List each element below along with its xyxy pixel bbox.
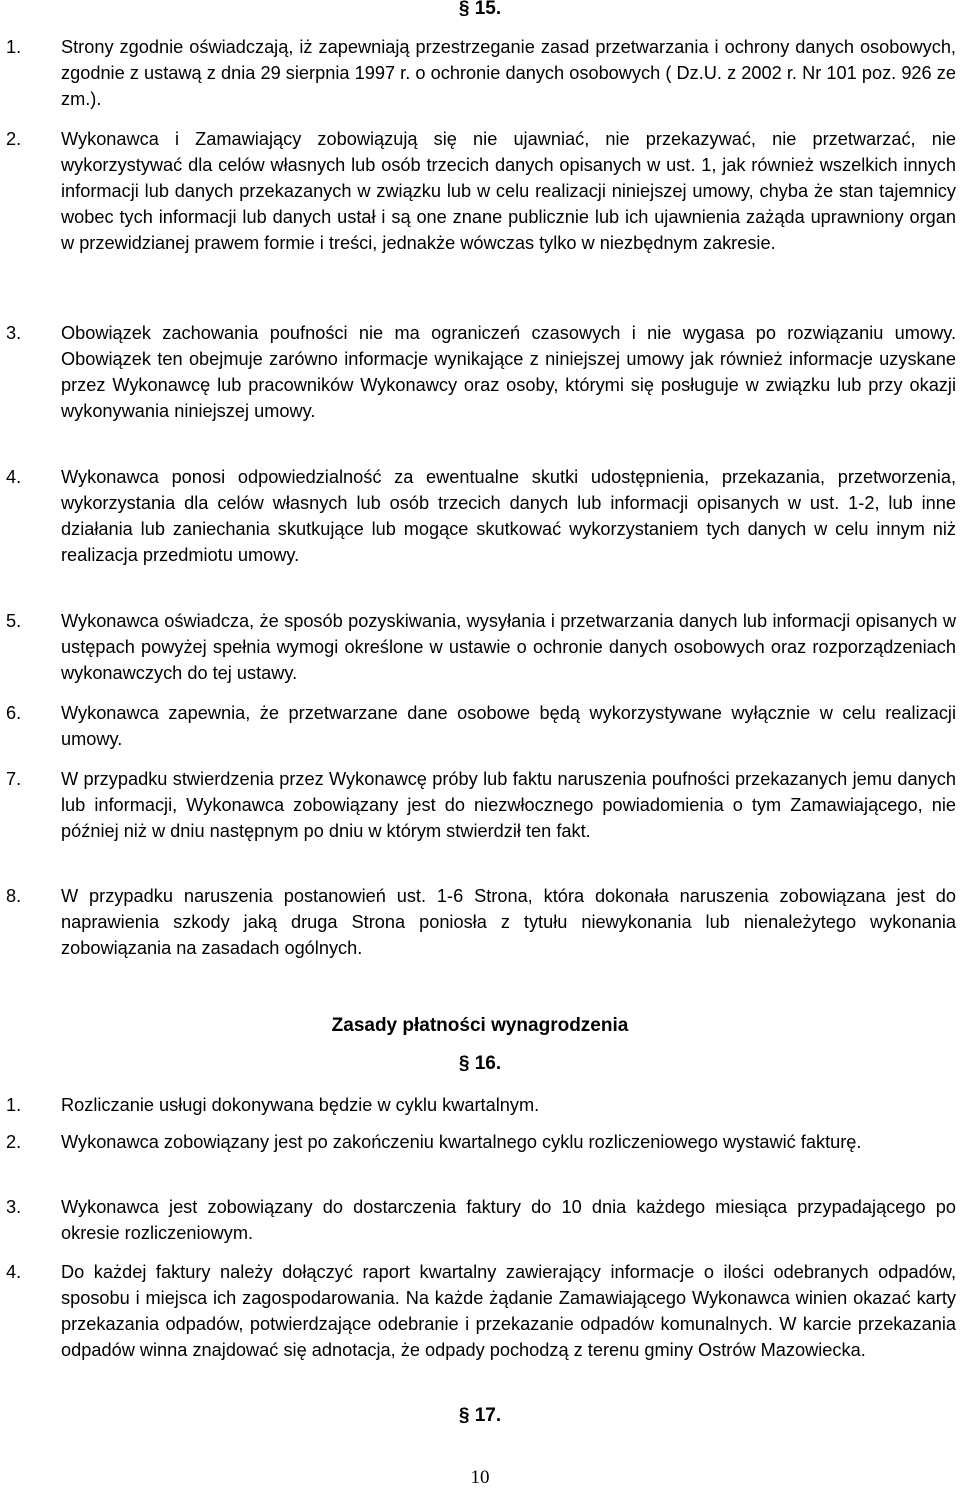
section-15-heading: § 15. bbox=[458, 0, 502, 19]
item-text: Wykonawca jest zobowiązany do dostarczenia faktury do 10 dnia każdego miesiąca przypadającego po okresie rozliczeniowym. bbox=[61, 1197, 956, 1243]
item-text: Wykonawca zobowiązany jest po zakończeniu kwartalnego cyklu rozliczeniowego wystawić fakturę. bbox=[61, 1132, 862, 1152]
payment-heading: Zasady płatności wynagrodzenia bbox=[331, 1015, 629, 1036]
item-text: W przypadku naruszenia postanowień ust. 1-6 Strona, która dokonała naruszenia zobowiązana jest do naprawienia szkody jaką druga Strona poniosła z tytułu niewykonania lub nienależytego wykonania zobowiązania na zasadach ogólnych. bbox=[61, 886, 956, 958]
item-number: 6. bbox=[6, 703, 22, 723]
item-text: W przypadku stwierdzenia przez Wykonawcę próby lub faktu naruszenia poufności przekazanych jemu danych lub informacji, Wykonawca zobowiązany jest do niezwłocznego powiadomienia o tym Zamawiającego, nie później niż w dniu następnym po dniu w którym stwierdził ten fakt. bbox=[61, 769, 956, 841]
section15-item-6 bbox=[6, 700, 956, 752]
page-number: 10 bbox=[470, 1467, 490, 1488]
item-text: Rozliczanie usługi dokonywana będzie w cyklu kwartalnym. bbox=[61, 1095, 540, 1115]
item-number: 5. bbox=[6, 611, 22, 631]
section15-item-4 bbox=[6, 464, 956, 568]
item-text: Do każdej faktury należy dołączyć raport kwartalny zawierający informacje o ilości odebranych odpadów, sposobu i miejsca ich zagospodarowania. Na każde żądanie Zamawiającego Wykonawca winien okazać karty przekazania odpadów, potwierdzające odebranie i przekazanie odpadów komunalnych. W karcie przekazania odpadów winna znajdować się adnotacja, że odpady pochodzą z terenu gminy Ostrów Mazowiecka. bbox=[61, 1262, 956, 1360]
item-text: Wykonawca i Zamawiający zobowiązują się nie ujawniać, nie przekazywać, nie przetwarzać, nie wykorzystywać dla celów własnych lub osób trzecich danych opisanych w ust. 1, jak również wszelkich innych informacji lub danych przekazanych w związku lub w celu realizacji niniejszej umowy, chyba że stan tajemnicy wobec tych informacji lub danych ustał i są one znane publicznie lub ich ujawnienia zażąda uprawniony organ w przewidzianej prawem formie i treści, jednakże wówczas tylko w niezbędnym zakresie. bbox=[61, 129, 956, 253]
item-number: 2. bbox=[6, 129, 22, 149]
item-text: Wykonawca oświadcza, że sposób pozyskiwania, wysyłania i przetwarzania danych lub informacji opisanych w ustępach powyżej spełnia wymogi określone w ustawie o ochronie danych osobowych oraz rozporządzeniach wykonawczych do tej ustawy. bbox=[61, 611, 956, 683]
item-number: 4. bbox=[6, 467, 22, 487]
section16-item-1 bbox=[6, 1092, 956, 1118]
section-17-heading: § 17. bbox=[458, 1405, 502, 1426]
item-number: 1. bbox=[6, 1095, 22, 1115]
item-text: Obowiązek zachowania poufności nie ma ograniczeń czasowych i nie wygasa po rozwiązaniu umowy. Obowiązek ten obejmuje zarówno informacje wynikające z niniejszej umowy jak również informacje uzyskane przez Wykonawcę lub pracowników Wykonawcy oraz osoby, którymi się posługuje w związku lub przy okazji wykonywania niniejszej umowy. bbox=[61, 323, 956, 421]
item-number: 3. bbox=[6, 1197, 22, 1217]
section15-item-5 bbox=[6, 608, 956, 686]
item-number: 1. bbox=[6, 37, 22, 57]
section15-item-7 bbox=[6, 766, 956, 844]
section16-item-2 bbox=[6, 1129, 956, 1155]
section15-item-3 bbox=[6, 320, 956, 424]
item-text: Wykonawca ponosi odpowiedzialność za ewentualne skutki udostępnienia, przekazania, przetworzenia, wykorzystania dla celów własnych lub osób trzecich danych lub informacji opisanych w ust. 1-2, lub inne działania lub zaniechania skutkujące lub mogące skutkować wykorzystaniem tych danych w celu innym niż realizacja przedmiotu umowy. bbox=[61, 467, 956, 565]
section16-item-3 bbox=[6, 1194, 956, 1246]
item-number: 8. bbox=[6, 886, 22, 906]
section16-item-4 bbox=[6, 1259, 956, 1363]
section15-item-1 bbox=[6, 34, 956, 112]
section15-item-2 bbox=[6, 126, 956, 256]
item-number: 4. bbox=[6, 1262, 22, 1282]
item-number: 2. bbox=[6, 1132, 22, 1152]
item-number: 3. bbox=[6, 323, 22, 343]
item-number: 7. bbox=[6, 769, 22, 789]
item-text: Strony zgodnie oświadczają, iż zapewniają przestrzeganie zasad przetwarzania i ochrony danych osobowych, zgodnie z ustawą z dnia 29 sierpnia 1997 r. o ochronie danych osobowych ( Dz.U. z 2002 r. Nr 101 poz. 926 ze zm.). bbox=[61, 37, 956, 109]
item-text: Wykonawca zapewnia, że przetwarzane dane osobowe będą wykorzystywane wyłącznie w celu realizacji umowy. bbox=[61, 703, 956, 749]
section-16-heading: § 16. bbox=[458, 1053, 502, 1074]
section15-item-8 bbox=[6, 883, 956, 961]
